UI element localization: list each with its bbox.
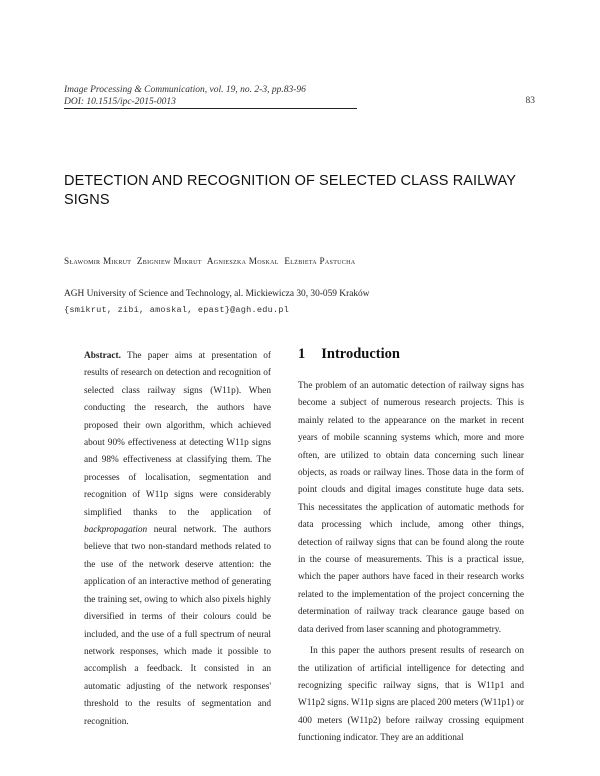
abstract-italic-term: backpropagation xyxy=(84,525,148,536)
affiliation: AGH University of Science and Technology, al. Mickiewicza 30, 30-059 Kraków xyxy=(64,289,370,299)
author-name: Agnieszka Moskal xyxy=(206,256,279,266)
body-text xyxy=(298,378,524,748)
paragraph: In this paper the authors present results of research on the utilization of artificial intelligence for detecting and recognizing specific railway signs, that is W11p1 and W11p2 signs. W11p signs are placed 200 meters (W11p1) or 400 meters (W11p2) before railway crossing equipment functioning indicator. They are an additional xyxy=(298,646,524,744)
running-header xyxy=(64,84,524,108)
section-number: 1 xyxy=(298,346,306,362)
abstract-label: Abstract. xyxy=(84,351,121,361)
abstract-text: neural network. The authors believe that two non-standard methods related to the use of the network deserve attention: the application of an interactive method of generating the training set, owing to which also pixels highly diversified in terms of their colours could be included, and the use of a full spectrum of neural network responses, which made it possible to accomplish a feedback. It consisted in an automatic adjusting of the network responses' threshold to the results of segmentation and recognition. xyxy=(84,525,271,727)
paper-title: DETECTION AND RECOGNITION OF SELECTED CLASS RAILWAY SIGNS xyxy=(64,173,516,208)
abstract-text: The paper aims at presentation of results of research on detection and recognition of selected class railway signs (W11p). When conducting the research, the authors have proposed their own algorithm, which achieved about 90% effectiveness at detecting W11p signs and 98% effectiveness at classifying them. The processes of localisation, segmentation and recognition of W11p signs were considerably simplified thanks to the application of xyxy=(84,351,272,518)
header-divider xyxy=(64,108,357,109)
author-name: Elżbieta Pastucha xyxy=(284,256,356,266)
abstract xyxy=(84,348,271,731)
author-name: Sławomir Mikrut xyxy=(64,256,132,266)
page-number: 83 xyxy=(525,96,535,106)
doi-line: DOI: 10.1515/ipc-2015-0013 xyxy=(64,97,176,107)
section-heading xyxy=(298,346,538,363)
journal-citation: Image Processing & Communication, vol. 19, no. 2-3, pp.83-96 xyxy=(64,85,306,95)
author-list xyxy=(64,256,544,266)
section-title: Introduction xyxy=(321,346,400,362)
author-name: Zbigniew Mikrut xyxy=(136,256,202,266)
paragraph: The problem of an automatic detection of railway signs has become a subject of numerous research projects. This is mainly related to the appearance on the market in recent years of mobile scanning systems which, more and more often, are utilized to obtain data concerning such linear objects, as roads or railway lines. Those data in the form of point clouds and digital images constitute huge data sets. This necessitates the application of automatic methods for data processing which include, among other things, detection of railway signs that can be found along the route in the course of measurements. This is a practical issue, which the paper authors have faced in their research works related to the implementation of the project concerning the determination of railway track clearance gauge based on data derived from laser scanning and photogrammetry. xyxy=(298,381,524,635)
author-emails: {smikrut, zibi, amoskal, epast}@agh.edu.pl xyxy=(64,305,289,315)
